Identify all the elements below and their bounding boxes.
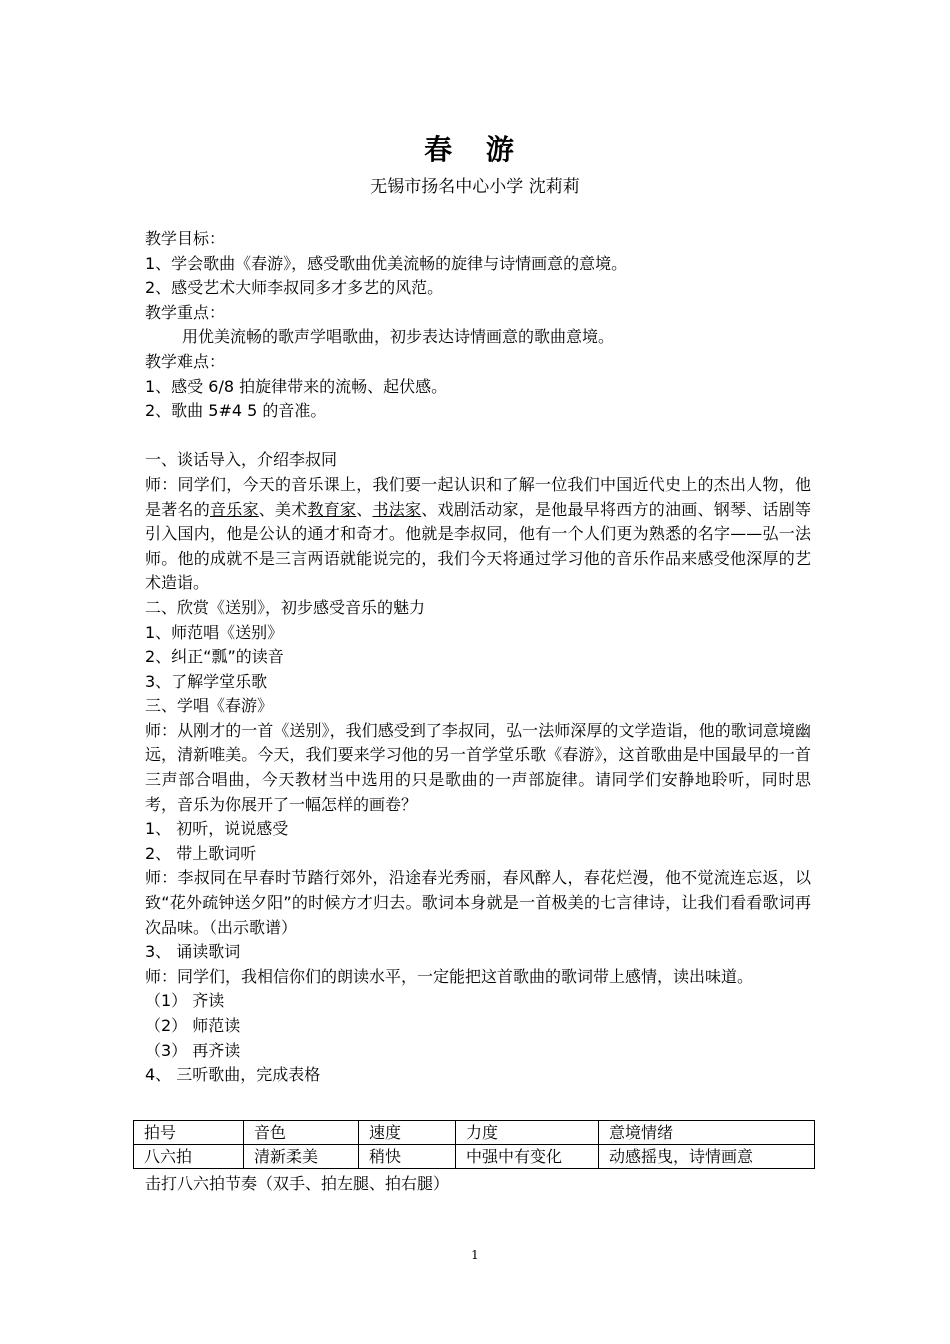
- section-heading: 三、学唱《春游》: [145, 696, 274, 716]
- table-header-row: [134, 1121, 815, 1145]
- sub-item: （1） 齐读: [145, 991, 225, 1011]
- list-item: 3、 诵读歌词: [145, 942, 241, 962]
- table-header-cell: 力度: [456, 1121, 599, 1145]
- text-run: 、: [356, 499, 373, 519]
- text-run: 师：同学们，今天的音乐课上，我们要一起认识和了解一位我们中国近代史上的杰出人物，他是著名的: [145, 474, 811, 519]
- list-item: 1、 初听，说说感受: [145, 819, 289, 839]
- page-number: 1: [471, 1248, 479, 1262]
- difficulty-item: 2、歌曲 5#4 5 的音准。: [145, 401, 327, 421]
- difficulty-item: 1、感受 6/8 拍旋律带来的流畅、起伏感。: [145, 376, 448, 396]
- text-run: 、戏剧活动家，是他最早将西方的油画、钢琴、话剧等引入国内，他是公认的通才和奇才。他就是李叔同，他有一个人们更为熟悉的名字——弘一法师。他的成就不是三言两语就能说完的，我们今天将通过学习他的音乐作品来感受他深厚的艺术造诣。: [145, 499, 811, 593]
- list-item: 4、 三听歌曲，完成表格: [145, 1065, 321, 1085]
- table-header-cell: 音色: [244, 1121, 359, 1145]
- table-cell: 八六拍: [134, 1145, 244, 1169]
- list-item: 2、 带上歌词听: [145, 843, 257, 863]
- sub-item: （3） 再齐读: [145, 1040, 241, 1060]
- section3-paragraph: 师：同学们，我相信你们的朗读水平，一定能把这首歌曲的歌词带上感情，读出味道。: [145, 966, 754, 986]
- list-item: 1、师范唱《送别》: [145, 622, 284, 642]
- sub-item: （2） 师范读: [145, 1016, 241, 1035]
- table-header-cell: 拍号: [134, 1121, 244, 1145]
- goal-item: 1、学会歌曲《春游》，感受歌曲优美流畅的旋律与诗情画意的意境。: [145, 253, 628, 273]
- link-musician[interactable]: 音乐家: [210, 499, 259, 519]
- key-point-text: 用优美流畅的歌声学唱歌曲，初步表达诗情画意的歌曲意境。: [182, 327, 615, 347]
- link-educator[interactable]: 教育家: [307, 499, 357, 519]
- section-heading: 一、谈话导入，介绍李叔同: [145, 450, 338, 470]
- page-title: 春 游: [424, 133, 526, 166]
- goals-heading: 教学目标：: [145, 229, 226, 248]
- key-point-heading: 教学重点：: [145, 302, 226, 322]
- section1-paragraph: [145, 473, 811, 596]
- list-item: 3、了解学堂乐歌: [145, 671, 268, 691]
- blank-line: [145, 424, 811, 449]
- table-cell: 稍快: [359, 1145, 456, 1169]
- list-item: 2、纠正“瓢”的读音: [145, 647, 284, 667]
- text-run: 、美术: [258, 499, 308, 519]
- author-line: 无锡市扬名中心小学 沈莉莉: [370, 177, 580, 197]
- table-header-cell: 意境情绪: [599, 1121, 815, 1145]
- link-calligrapher[interactable]: 书法家: [372, 499, 422, 519]
- table-header-cell: 速度: [359, 1121, 456, 1145]
- music-elements-table: [133, 1120, 815, 1169]
- document-body: [145, 227, 811, 1088]
- section3-paragraph: 师：从刚才的一首《送别》，我们感受到了李叔同，弘一法师深厚的文学造诣，他的歌词意境幽远，清新唯美。今天，我们要来学习他的另一首学堂乐歌《春游》，这首歌曲是中国最早的一首三声部合唱曲，今天教材当中选用的只是歌曲的一声部旋律。请同学们安静地聆听，同时思考，音乐为你展开了一幅怎样的画卷？: [145, 720, 811, 814]
- table-row: [134, 1145, 815, 1169]
- goal-item: 2、感受艺术大师李叔同多才多艺的风范。: [145, 278, 444, 298]
- after-table-text: 击打八六拍节奏（双手、拍左腿、拍右腿）: [145, 1174, 450, 1193]
- difficulty-heading: 教学难点：: [145, 351, 226, 371]
- table-cell: 清新柔美: [244, 1145, 359, 1169]
- section3-paragraph: 师：李叔同在早春时节踏行郊外，沿途春光秀丽，春风醉人，春花烂漫，他不觉流连忘返，以致“花外疏钟送夕阳”的时候方才归去。歌词本身就是一首极美的七言律诗，让我们看看歌词再次品味。（出示歌谱）: [145, 868, 811, 937]
- section-heading: 二、欣赏《送别》，初步感受音乐的魅力: [145, 597, 426, 617]
- table-cell: 动感摇曳，诗情画意: [599, 1145, 815, 1169]
- table-cell: 中强中有变化: [456, 1145, 599, 1169]
